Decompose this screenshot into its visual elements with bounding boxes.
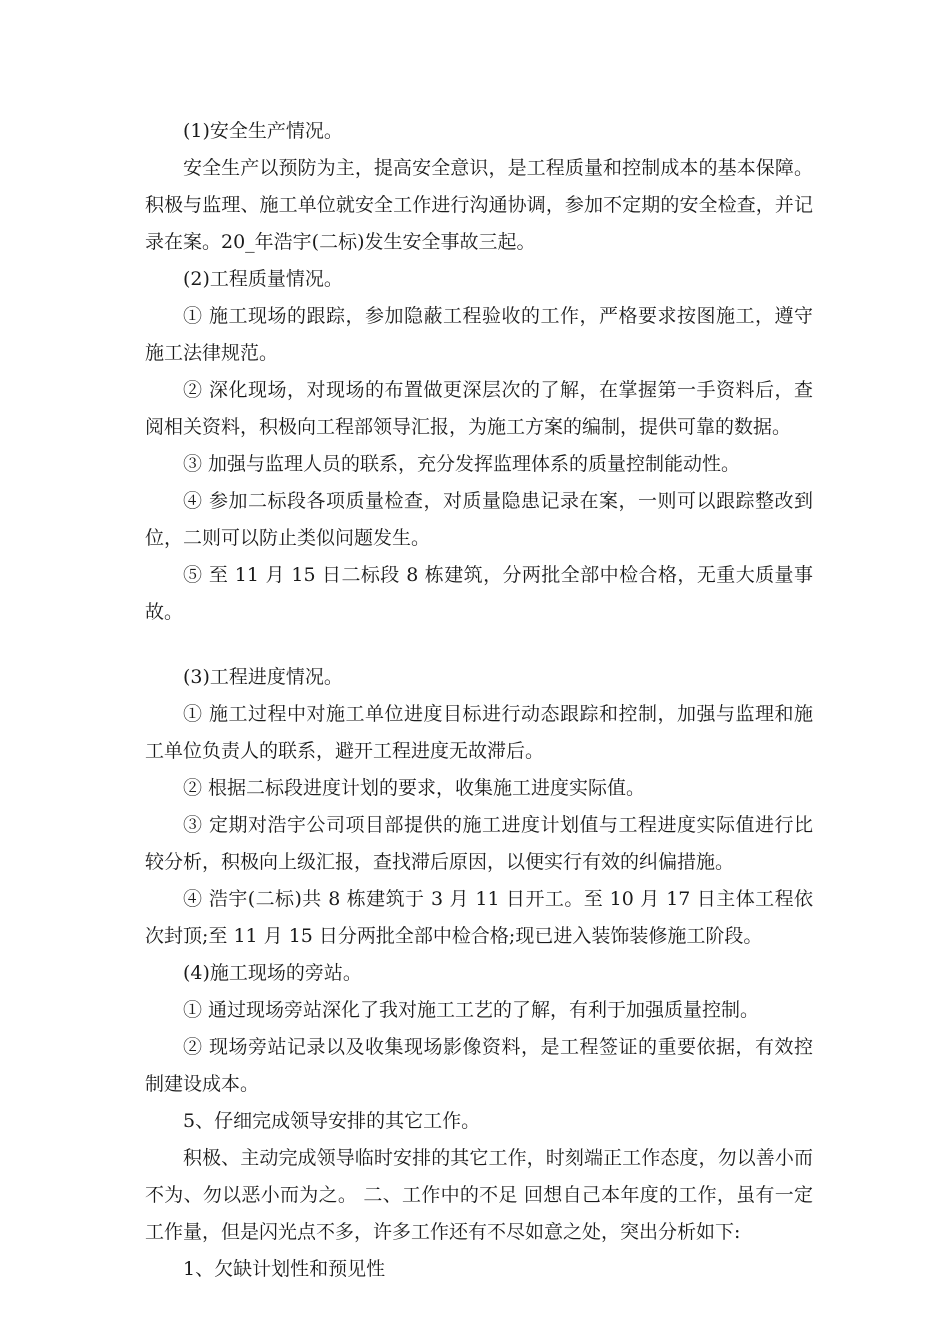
progress-item-3: ③ 定期对浩宇公司项目部提供的施工进度计划值与工程进度实际值进行比较分析，积极向上级汇报，查找滞后原因，以便实行有效的纠偏措施。 (145, 814, 813, 873)
heading-progress: (3)工程进度情况。 (183, 666, 343, 688)
paragraph-safety-production: 安全生产以预防为主，提高安全意识，是工程质量和控制成本的基本保障。积极与监理、施工单位就安全工作进行沟通协调，参加不定期的安全检查，并记录在案。20_年浩宇(二标)发生安全事故三起。 (145, 157, 813, 253)
supervision-item-1: ① 通过现场旁站深化了我对施工工艺的了解，有利于加强质量控制。 (183, 999, 760, 1021)
progress-item-4: ④ 浩宇(二标)共 8 栋建筑于 3 月 11 日开工。至 10 月 17 日主体工程依次封顶;至 11 月 15 日分两批全部中检合格;现已进入装饰装修施工阶段。 (145, 888, 813, 947)
quality-item-5: ⑤ 至 11 月 15 日二标段 8 栋建筑，分两批全部中检合格，无重大质量事故。 (145, 564, 813, 623)
progress-item-1: ① 施工过程中对施工单位进度目标进行动态跟踪和控制，加强与监理和施工单位负责人的联系，避开工程进度无故滞后。 (145, 703, 813, 762)
quality-item-2: ② 深化现场，对现场的布置做更深层次的了解，在掌握第一手资料后，查阅相关资料，积极向工程部领导汇报，为施工方案的编制，提供可靠的数据。 (145, 379, 813, 438)
document-body (145, 113, 813, 1288)
quality-item-3: ③ 加强与监理人员的联系，充分发挥监理体系的质量控制能动性。 (183, 453, 741, 475)
quality-item-4: ④ 参加二标段各项质量检查，对质量隐患记录在案，一则可以跟踪整改到位，二则可以防止类似问题发生。 (145, 490, 813, 549)
progress-item-2: ② 根据二标段进度计划的要求，收集施工进度实际值。 (183, 777, 646, 799)
heading-safety-production: (1)安全生产情况。 (183, 120, 343, 142)
quality-item-1: ① 施工现场的跟踪，参加隐蔽工程验收的工作，严格要求按图施工，遵守施工法律规范。 (145, 305, 813, 364)
heading-quality: (2)工程质量情况。 (183, 268, 343, 290)
supervision-item-2: ② 现场旁站记录以及收集现场影像资料，是工程签证的重要依据，有效控制建设成本。 (145, 1036, 813, 1095)
paragraph-other-work: 积极、主动完成领导临时安排的其它工作，时刻端正工作态度，勿以善小而不为、勿以恶小而为之。 二、工作中的不足 回想自己本年度的工作，虽有一定工作量，但是闪光点不多，许多工作还有不尽如意之处，突出分析如下: (145, 1147, 813, 1243)
heading-site-supervision: (4)施工现场的旁站。 (183, 962, 362, 984)
heading-other-work: 5、仔细完成领导安排的其它工作。 (183, 1110, 481, 1132)
heading-lack-of-planning: 1、欠缺计划性和预见性 (183, 1258, 386, 1280)
